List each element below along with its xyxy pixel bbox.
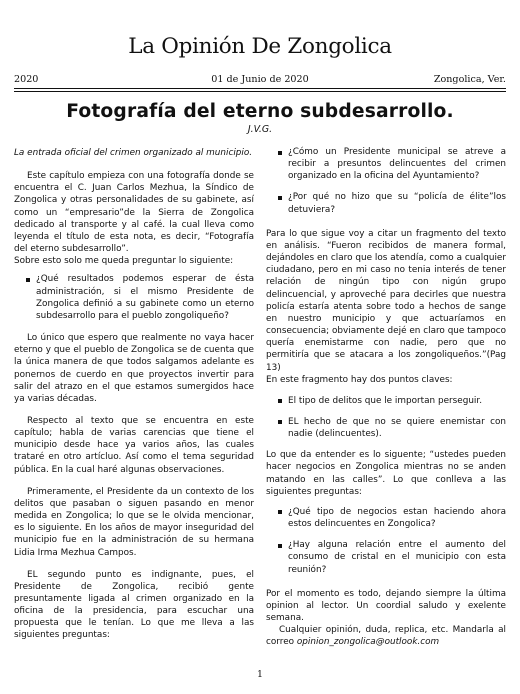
list-item: ¿Cómo un Presidente municipal se atreve a recibir a presuntos delincuentes del crimen organizado en la oficina del Ayuntamiento? bbox=[277, 146, 506, 182]
paragraph: Primeramente, el Presidente da un contexto de los delitos que pasaban o siguen pasando en menor medida en Zongolica; lo que se le olvida mencionar, es lo siguiente. En los años de mayor inseguridad del municipio fue en la administración de su hermana Lidia Irma Mezhua Campos. bbox=[14, 486, 254, 558]
header-rule-thick bbox=[14, 88, 506, 89]
paragraph: Lo único que espero que realmente no vaya hacer eterno y que el pueblo de Zongolica se de cuenta que la única manera de que todos salgamos adelante es ponernos de cuerdo en que proyectos invertir para salir del atrazo en el que estamos sumergidos hace ya varias décadas. bbox=[14, 333, 254, 404]
paragraph: Este capítulo empieza con una fotografía donde se encuentra el C. Juan Carlos Mezhua, la Síndico de Zongolica y otras personalidades de su gabinete, así como un “empresario”de la Sierra de Zongolica dedicado al transporte y al café. la cual lleva como leyenda el título de esta nota, es decir, “Fotografía del eterno subdesarrollo”. bbox=[14, 171, 254, 255]
list-item: ¿Hay alguna relación entre el aumento del consumo de cristal en el municipio con esta reunión? bbox=[277, 539, 506, 575]
issue-place: Zongolica, Ver. bbox=[433, 74, 506, 85]
paragraph: En este fragmento hay dos puntos claves: bbox=[266, 374, 453, 385]
page-number: 1 bbox=[257, 669, 263, 680]
question-list bbox=[277, 506, 506, 576]
list-item: EL hecho de que no se quiere enemistar con nadie (delincuentes). bbox=[277, 416, 506, 440]
paragraph: Para lo que sigue voy a citar un fragmento del texto en análisis. “Fueron recibidos de manera formal, dejándoles en claro que los atendía, como a cualquier ciudadano, pero en mi caso no tenia interés de tener relación de ningún tipo con nigún grupo delincuencial, y aproveché para decirles que nuestra policía estaría atenta sobre todo a hechos de sange en nuestro municipio y que actuaríamos en consecuencia; obviamente dejé en claro que tampoco quería enemistarme con nadie, pero que no permitiría que se atacara a los zongoliqueños.”(Pag 13) bbox=[266, 228, 506, 373]
question-list bbox=[277, 146, 506, 216]
header-rule-thin bbox=[14, 91, 506, 92]
list-item: El tipo de delitos que le importan perseguir. bbox=[277, 395, 506, 407]
article-byline: J.V.G. bbox=[247, 124, 273, 135]
contact-paragraph bbox=[266, 624, 506, 648]
paragraph: EL segundo punto es indignante, pues, el Presidente de Zongolica, recibió gente presuntamente ligada al crimen organizado en la oficina de la presidencia, para escuchar una propuesta que le tenían. Lo que me lleva a las siguientes preguntas: bbox=[14, 569, 254, 641]
key-points-list bbox=[277, 395, 506, 440]
contact-email-link[interactable]: opinion_zongolica@outlook.com bbox=[296, 637, 440, 648]
newspaper-title: La Opinión De Zongolica bbox=[128, 34, 392, 59]
list-item: ¿Qué resultados podemos esperar de ésta administración, si el mismo Presidente de Zongolica definió a su gabinete como un eterno subdesarrollo para el pueblo zongoliqueño? bbox=[25, 273, 254, 322]
paragraph: Lo que da entender es lo siguente; “ustedes pueden hacer negocios en Zongolica mientras no se anden matando en las calles”. Lo que conlleva a las siguientes preguntas: bbox=[266, 450, 506, 497]
question-list bbox=[25, 273, 254, 322]
paragraph: Por el momento es todo, dejando siempre la última opinion al lector. Un coordial saludo y exelente semana. bbox=[266, 588, 506, 623]
list-item: ¿Qué tipo de negocios estan haciendo ahora estos delincuentes en Zongolica? bbox=[277, 506, 506, 530]
list-item: ¿Por qué no hizo que su “policía de élite”los detuviera? bbox=[277, 191, 506, 215]
article-headline: Fotografía del eterno subdesarrollo. bbox=[66, 101, 454, 122]
lead-paragraph: La entrada oficial del crimen organizado al municipio. bbox=[14, 148, 253, 158]
left-column bbox=[14, 147, 254, 642]
issue-date: 01 de Junio de 2020 bbox=[211, 74, 309, 85]
paragraph: Respecto al texto que se encuentra en este capítulo; habla de varias carencias que tiene el municipio desde hace ya varios años, las cuales trataré en otro artícluo. Así como el tema seguridad pública. En la cual haré algunas observaciones. bbox=[14, 415, 254, 475]
paragraph: Sobre esto solo me queda preguntar lo siguiente: bbox=[14, 256, 234, 267]
issue-year: 2020 bbox=[14, 74, 39, 85]
right-column bbox=[266, 146, 506, 648]
contact-text: Cualquier opinión, duda, replica, etc. Mandarla al correo bbox=[266, 625, 506, 648]
